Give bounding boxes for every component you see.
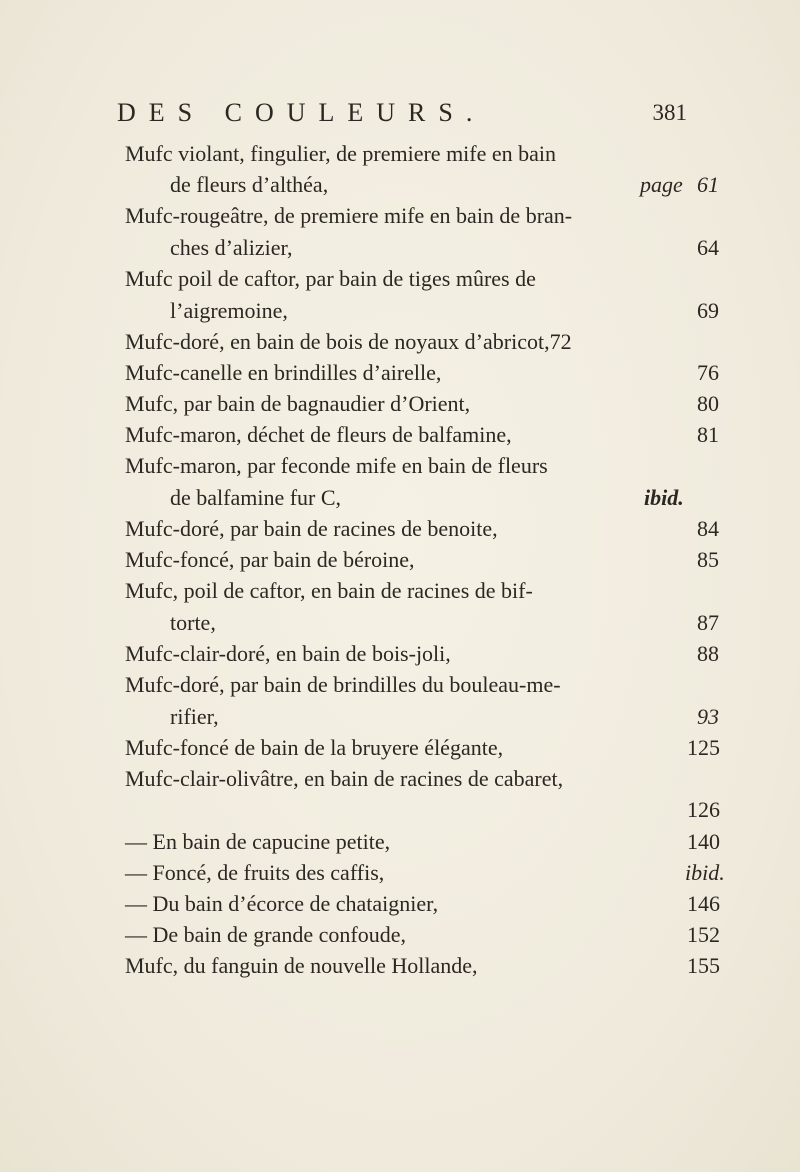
entry-text: Mufc violant, fingulier, de premiere mife en bain xyxy=(125,141,557,166)
index-line xyxy=(170,233,719,263)
entry-text: — En bain de capucine petite, xyxy=(125,829,391,854)
index-line xyxy=(125,639,719,669)
page-ref: ibid. xyxy=(644,485,684,510)
index-line xyxy=(125,545,719,575)
entry-text: — Foncé, de fruits des caffis, xyxy=(125,860,385,885)
page-ref: 146 xyxy=(687,891,720,916)
running-header xyxy=(117,98,687,138)
entry-text: Mufc-rougeâtre, de premiere mife en bain de bran- xyxy=(125,203,573,228)
entry-text: Mufc-foncé, par bain de béroine, xyxy=(125,547,415,572)
page-ref: 64 xyxy=(697,235,719,260)
page-ref: 61 xyxy=(697,172,719,197)
index-line xyxy=(125,389,719,419)
page-ref: 126 xyxy=(687,797,720,822)
entry-text: Mufc-maron, déchet de fleurs de balfamine, xyxy=(125,422,512,447)
index-line xyxy=(170,170,719,200)
page-ref: 85 xyxy=(697,547,719,572)
entry-text: ches d’alizier, xyxy=(170,235,293,260)
index-line xyxy=(170,296,719,326)
entry-text: Mufc-doré, par bain de racines de benoite, xyxy=(125,516,498,541)
page-ref: 76 xyxy=(697,360,719,385)
entry-text: Mufc-clair-doré, en bain de bois-joli, xyxy=(125,641,451,666)
index-line xyxy=(125,827,720,857)
page-ref: 93 xyxy=(697,704,719,729)
page-ref: 69 xyxy=(697,298,719,323)
page-ref: 87 xyxy=(697,610,719,635)
index-line xyxy=(125,733,720,763)
index-line xyxy=(125,951,720,981)
index-line xyxy=(125,795,720,825)
index-line xyxy=(125,889,720,919)
page-ref: ibid. xyxy=(685,860,725,885)
index-line xyxy=(125,420,719,450)
page-number: 381 xyxy=(652,100,687,125)
entry-text: rifier, xyxy=(170,704,219,729)
entry-text: Mufc-foncé de bain de la bruyere élégante, xyxy=(125,735,504,760)
page-ref: 80 xyxy=(697,391,719,416)
entry-text: Mufc-canelle en brindilles d’airelle, xyxy=(125,360,442,385)
page-ref: 125 xyxy=(687,735,720,760)
index-line xyxy=(125,858,725,888)
page-ref: 81 xyxy=(697,422,719,447)
entry-text: Mufc-doré, en bain de bois de noyaux d’abricot,72 xyxy=(125,329,572,354)
entry-text: Mufc-doré, par bain de brindilles du bouleau-me- xyxy=(125,672,561,697)
entry-text: de fleurs d’althéa, xyxy=(170,172,329,197)
entry-text: Mufc, par bain de bagnaudier d’Orient, xyxy=(125,391,471,416)
header-title: DES COULEURS. xyxy=(117,98,486,127)
index-line xyxy=(125,514,719,544)
index-line xyxy=(125,358,719,388)
entry-text: Mufc, du fanguin de nouvelle Hollande, xyxy=(125,953,478,978)
page-ref: 84 xyxy=(697,516,719,541)
entry-text: Mufc-clair-olivâtre, en bain de racines de cabaret, xyxy=(125,766,564,791)
page-ref: 155 xyxy=(687,953,720,978)
page-ref: 88 xyxy=(697,641,719,666)
page-ref: 140 xyxy=(687,829,720,854)
index-line xyxy=(125,920,720,950)
entry-text: l’aigremoine, xyxy=(170,298,288,323)
entry-text: Mufc-maron, par feconde mife en bain de fleurs xyxy=(125,453,548,478)
index-line xyxy=(170,483,685,513)
index-line xyxy=(170,702,719,732)
entry-text: Mufc, poil de caftor, en bain de racines de bif- xyxy=(125,578,533,603)
page-label: page xyxy=(640,172,683,197)
entry-text: — De bain de grande confoude, xyxy=(125,922,407,947)
entry-text: torte, xyxy=(170,610,216,635)
entry-text: Mufc poil de caftor, par bain de tiges mûres de xyxy=(125,266,536,291)
entry-text: de balfamine fur C, xyxy=(170,485,342,510)
entry-text: — Du bain d’écorce de chataignier, xyxy=(125,891,439,916)
index-line xyxy=(170,608,719,638)
page-ref: 152 xyxy=(687,922,720,947)
